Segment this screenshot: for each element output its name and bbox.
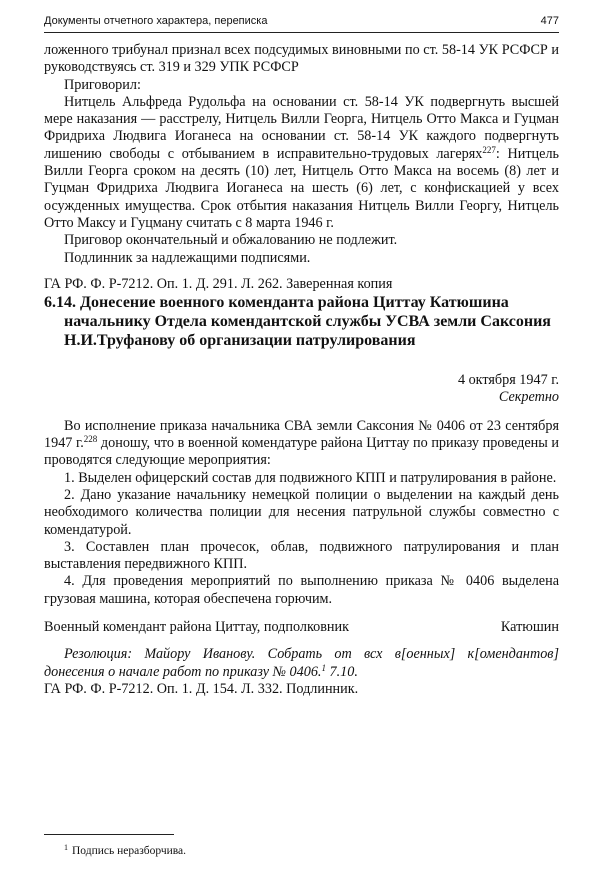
document-archive-citation: ГА РФ. Ф. Р-7212. Оп. 1. Д. 154. Л. 332. Подлинник.: [44, 680, 359, 697]
document-intro-text-1: Во исполнение приказа начальника СВА земли Саксония № 0406 от 23 сентября 1947 г.: [44, 417, 559, 452]
resolution-text-1: Резолюция: Майору Иванову. Собрать от всх в[оенных] к[омендантов] донесения о начале работ по приказу № 0406.: [44, 646, 559, 680]
footnote-ref-227: 227: [482, 144, 496, 155]
footnote-text: Подпись неразборчива.: [72, 845, 187, 857]
running-header-title: Документы отчетного характера, переписка: [44, 15, 268, 27]
document-item: 4. Для проведения мероприятий по выполнению приказа № 0406 выделена грузовая машина, которая обеспечена горючим.: [44, 573, 559, 607]
resolution-paragraph: [44, 646, 559, 681]
verdict-final-line: Приговор окончательный и обжалованию не подлежит.: [64, 232, 398, 249]
page-number: 477: [540, 15, 559, 27]
signature-line: [44, 619, 559, 636]
document-title: Донесение военного коменданта района Циттау Катюшина начальнику Отдела комендантской службы УСВА земли Саксония Н.И.Труфанову об организации патрулирования: [64, 294, 551, 350]
document-intro-text-2: доношу, что в военной комендатуре района Циттау по приказу проведены и проводятся следующие мероприятия:: [44, 435, 559, 469]
verdict-sentence-text-1: Нитцель Альфреда Рудольфа на основании ст. 58-14 УК подвергнуть высшей мере наказания — расстрелу, Нитцель Вилли Георга, Нитцель Отто Макса и Гуцман Фридриха Людвига Иоганеса на основании ст. 58-14 УК каждого подвергнуть лишению свободы с отбыванием в исправительно-трудовых лагерях: [44, 93, 559, 162]
footnote-mark: 1: [64, 843, 68, 852]
document-item: 1. Выделен офицерский состав для подвижного КПП и патрулирования в районе.: [64, 469, 557, 486]
page-body: [44, 42, 559, 698]
document-date: 4 октября 1947 г.: [457, 372, 559, 389]
footnote-ref-1: 1: [321, 662, 326, 673]
verdict-original-line: Подлинник за надлежащими подписями.: [64, 249, 311, 266]
verdict-sentence-paragraph: [44, 94, 559, 232]
document-item: 2. Дано указание начальнику немецкой полиции о выделении на каждый день необходимого количества полиции для несения патрульной службы совместно с комендатурой.: [44, 486, 559, 538]
verdict-archive-citation: ГА РФ. Ф. Р-7212. Оп. 1. Д. 291. Л. 262. Заверенная копия: [44, 275, 393, 292]
document-heading: [44, 293, 559, 350]
document-number: 6.14.: [44, 294, 76, 312]
footnote-ref-228: 228: [83, 434, 98, 445]
verdict-decided-line: Приговорил:: [64, 76, 141, 93]
signature-name: Катюшин: [500, 619, 559, 636]
running-header: [44, 12, 559, 33]
verdict-sentence-text-2: : Нитцель Вилли Георга сроком на десять (10) лет, Нитцель Отто Макса на восемь (8) лет и Гуцман Фридриха Людвига Иоганеса на шесть (6) лет, с конфискацией у всех осужденных имущества. Срок отбытия наказания Нитцель Вилли Георгу, Нитцель Отто Максу и Гуцману считать с 8 марта 1946 г.: [44, 145, 559, 231]
verdict-opening-paragraph: ложенного трибунал признал всех подсудимых виновными по ст. 58-14 УК РСФСР и руководствуясь ст. 319 и 329 УПК РСФСР: [44, 42, 559, 76]
footnote-divider: [44, 834, 174, 835]
signature-position: Военный комендант района Циттау, подполковник: [44, 619, 349, 636]
document-classification: Секретно: [498, 389, 559, 406]
document-intro-paragraph: [44, 418, 559, 470]
footnote: [64, 845, 186, 857]
resolution-text-2: 7.10.: [325, 663, 358, 680]
document-item: 3. Составлен план прочесок, облав, подвижного патрулирования и план выставления передвижного КПП.: [44, 538, 559, 573]
